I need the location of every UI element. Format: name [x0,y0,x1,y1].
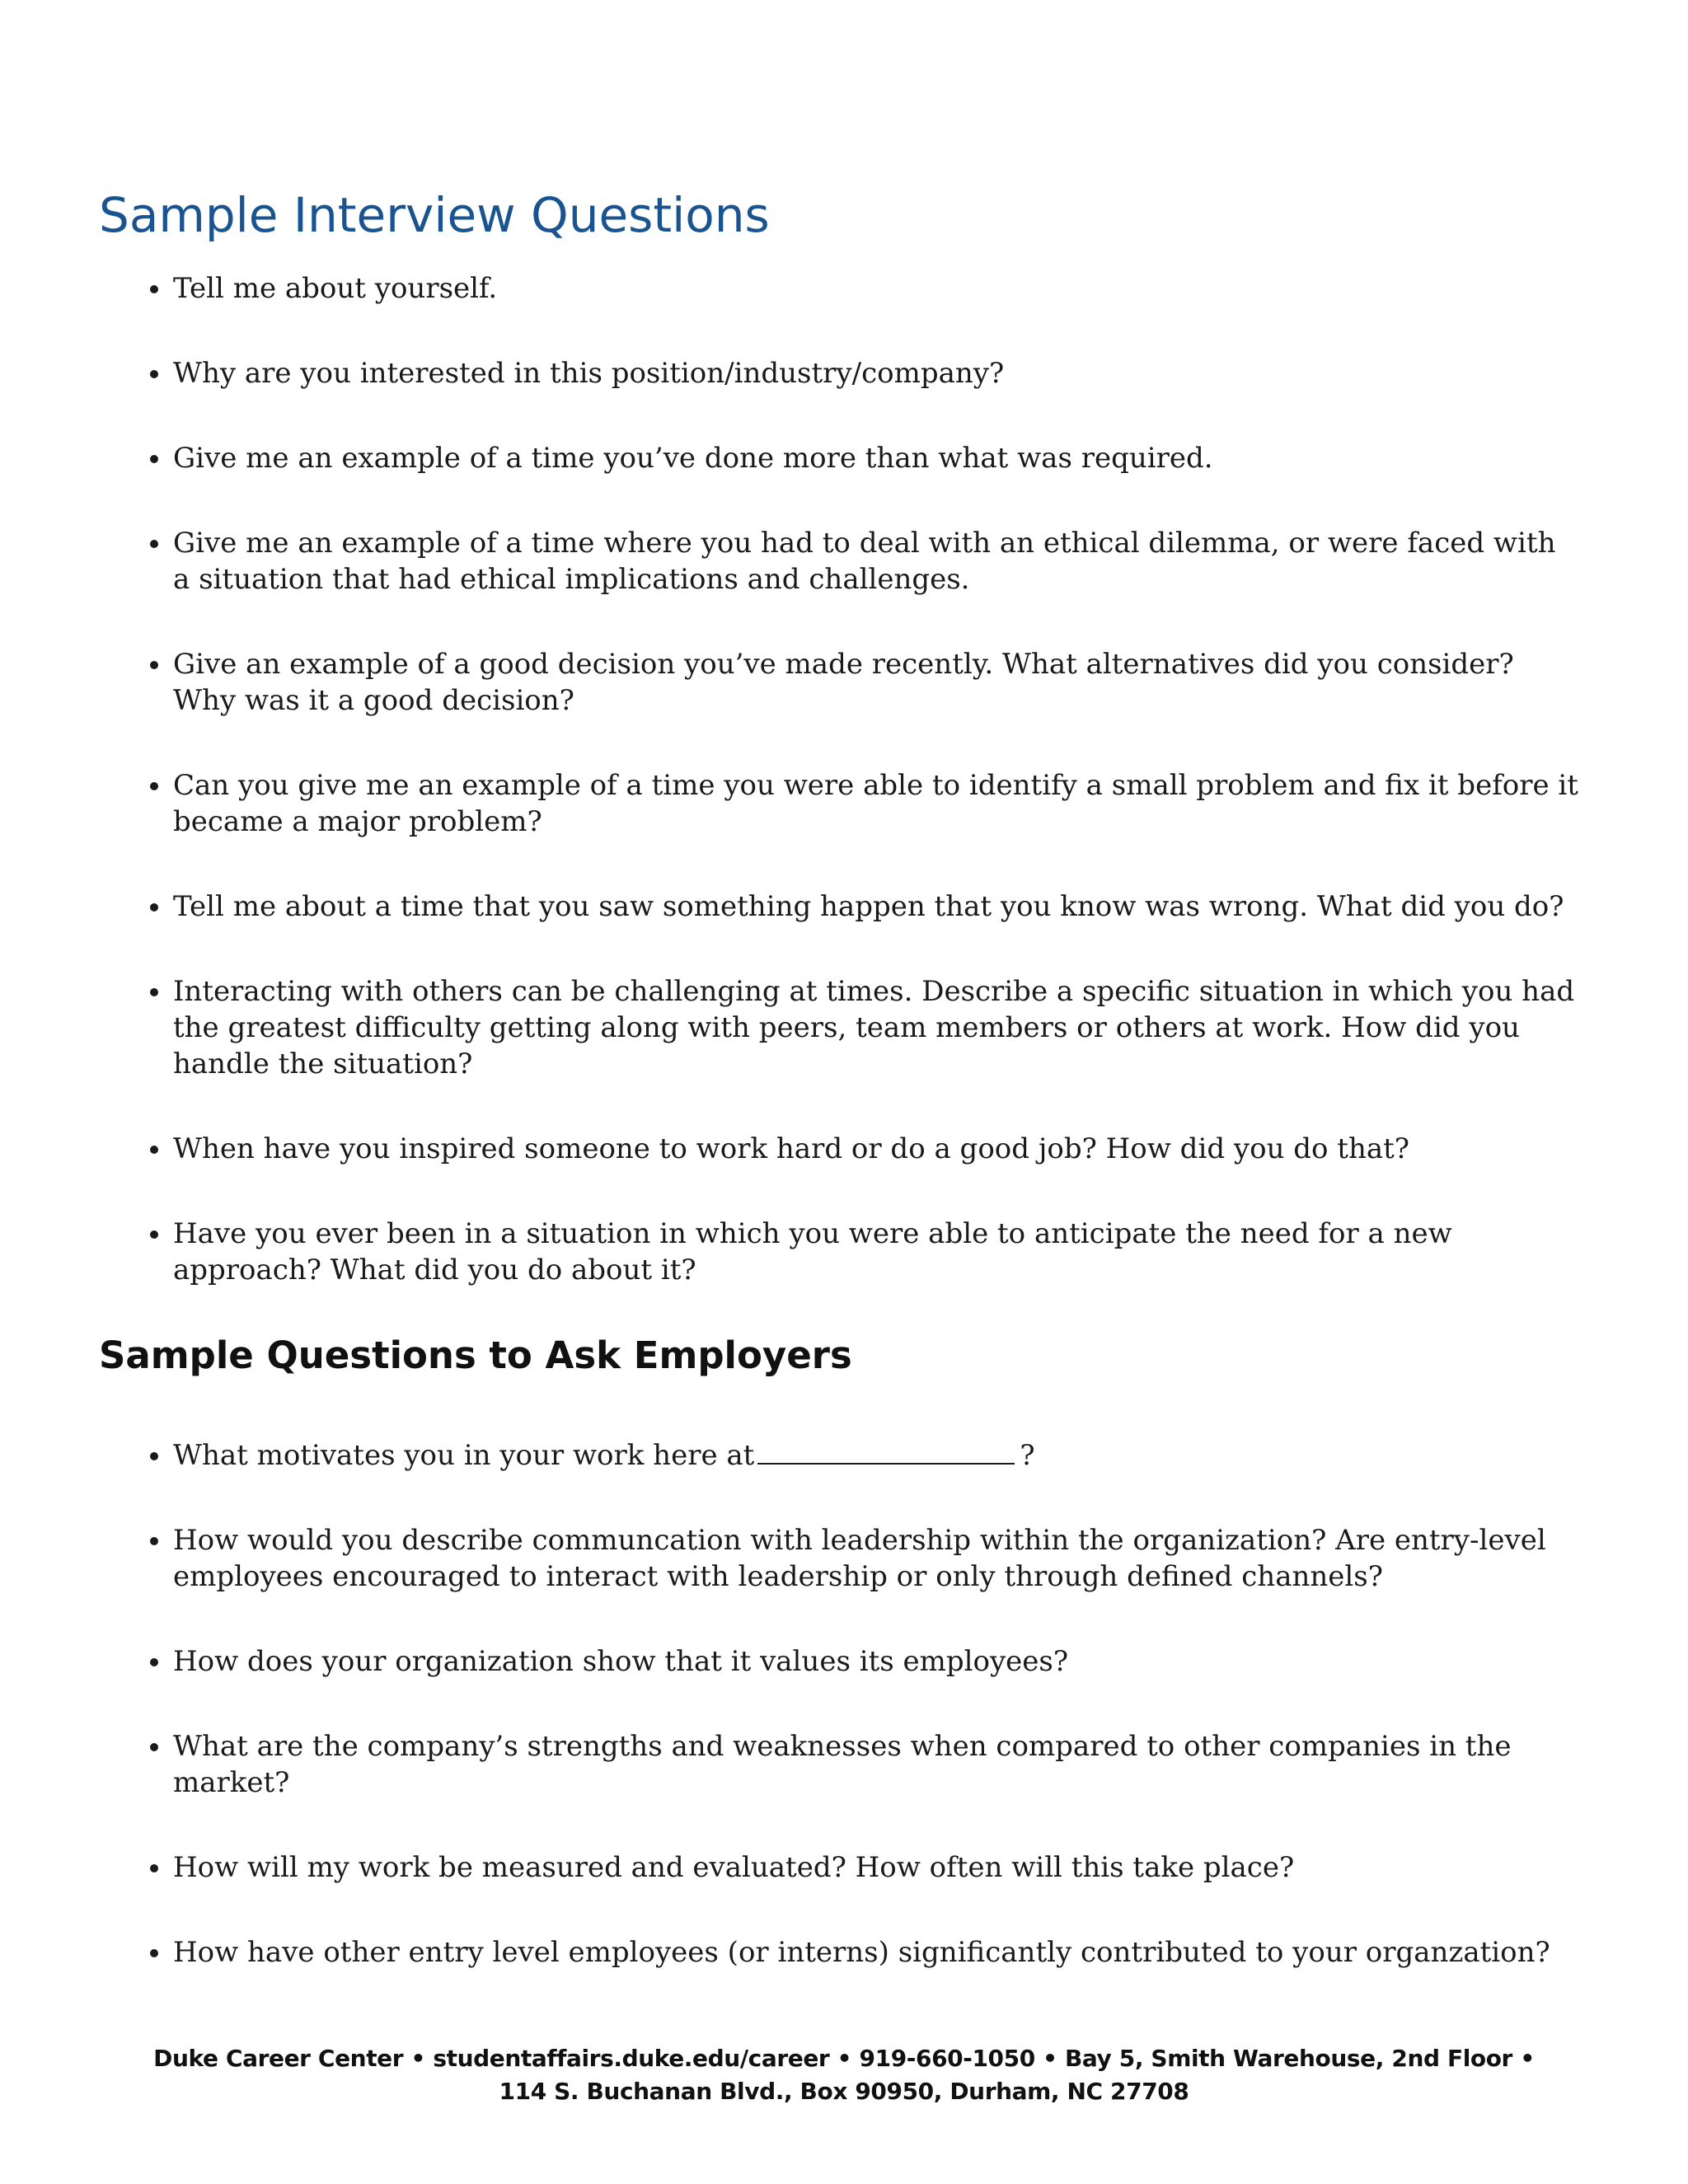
list-item [145,1437,1579,1474]
list-item: Can you give me an example of a time you were able to identify a small problem and fix it before it became a major problem? [145,767,1579,840]
page-title: Sample Interview Questions [99,187,770,243]
list-item: How would you describe communcation with leadership within the organization? Are entry-level employees encouraged to interact with leadership or only through defined channels? [145,1522,1579,1595]
employer-questions-list [145,1437,1579,2019]
list-item: Tell me about a time that you saw something happen that you know was wrong. What did you do? [145,888,1579,925]
list-item: What are the company’s strengths and weaknesses when compared to other companies in the market? [145,1728,1579,1801]
footer-line-2: 114 S. Buchanan Blvd., Box 90950, Durham, NC 27708 [499,2078,1189,2105]
list-item: Give me an example of a time where you had to deal with an ethical dilemma, or were faced with a situation that had ethical implications and challenges. [145,525,1579,598]
list-item: How will my work be measured and evaluated? How often will this take place? [145,1849,1579,1886]
list-item: Have you ever been in a situation in which you were able to anticipate the need for a new approach? What did you do about it? [145,1216,1579,1288]
question-mark: ? [1020,1439,1035,1472]
list-item: How does your organization show that it values its employees? [145,1643,1579,1680]
footer-contact-info [0,2042,1688,2108]
list-item: Interacting with others can be challenging at times. Describe a specific situation in which you had the greatest difficulty getting along with peers, team members or others at work. How did you handle the situation? [145,973,1579,1082]
list-item: Give me an example of a time you’ve done more than what was required. [145,440,1579,476]
list-item: Give an example of a good decision you’ve made recently. What alternatives did you consider? Why was it a good decision? [145,646,1579,719]
footer-line-1: Duke Career Center • studentaffairs.duke.edu/career • 919-660-1050 • Bay 5, Smith Warehouse, 2nd Floor • [153,2045,1535,2072]
interview-questions-list [145,270,1579,1337]
list-item: Tell me about yourself. [145,270,1579,307]
list-item: Why are you interested in this position/industry/company? [145,355,1579,391]
section-heading: Sample Questions to Ask Employers [99,1333,852,1377]
list-item: When have you inspired someone to work hard or do a good job? How did you do that? [145,1131,1579,1167]
list-item: How have other entry level employees (or interns) significantly contributed to your organzation? [145,1934,1579,1971]
question-text: What motivates you in your work here at [173,1439,755,1472]
fill-in-blank-line [757,1462,1015,1465]
